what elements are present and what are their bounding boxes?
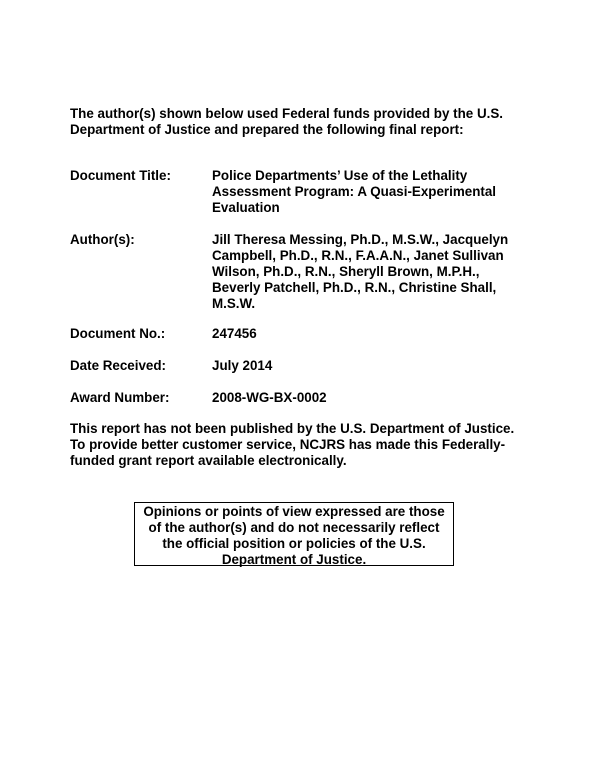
authors-line: Beverly Patchell, Ph.D., R.N., Christine Shall, <box>212 280 497 295</box>
publication-notice <box>70 421 540 469</box>
award-number-value: 2008-WG-BX-0002 <box>212 390 327 405</box>
notice-line-1: This report has not been published by the U.S. Department of Justice. <box>70 421 515 436</box>
authors-line: Campbell, Ph.D., R.N., F.A.A.N., Janet Sullivan <box>212 248 504 263</box>
intro-line-1: The author(s) shown below used Federal funds provided by the U.S. <box>70 106 504 121</box>
document-title-line: Police Departments’ Use of the Lethality <box>212 168 468 183</box>
disclaimer-line: Opinions or points of view expressed are those <box>143 504 445 519</box>
date-received-value: July 2014 <box>212 358 273 373</box>
document-title-value <box>212 168 532 216</box>
disclaimer-line: of the author(s) and do not necessarily reflect <box>148 520 440 535</box>
document-title-line: Assessment Program: A Quasi-Experimental <box>212 184 497 199</box>
document-number-value: 247456 <box>212 326 257 341</box>
award-number-label: Award Number: <box>70 390 170 405</box>
document-number-label: Document No.: <box>70 326 166 341</box>
authors-value <box>212 232 532 312</box>
authors-label: Author(s): <box>70 232 135 247</box>
intro-line-2: Department of Justice and prepared the following final report: <box>70 122 464 137</box>
disclaimer-line: Department of Justice. <box>221 552 367 567</box>
notice-line-2: To provide better customer service, NCJRS has made this Federally- <box>70 437 506 452</box>
intro-statement <box>70 106 540 138</box>
notice-line-3: funded grant report available electronically. <box>70 453 347 468</box>
document-title-label: Document Title: <box>70 168 171 183</box>
authors-line: Jill Theresa Messing, Ph.D., M.S.W., Jacquelyn <box>212 232 509 247</box>
authors-line: Wilson, Ph.D., R.N., Sheryll Brown, M.P.H., <box>212 264 480 279</box>
disclaimer-line: the official position or policies of the U.S. <box>162 536 426 551</box>
authors-line: M.S.W. <box>212 296 256 311</box>
disclaimer-box <box>134 502 454 566</box>
date-received-label: Date Received: <box>70 358 167 373</box>
document-title-line: Evaluation <box>212 200 280 215</box>
